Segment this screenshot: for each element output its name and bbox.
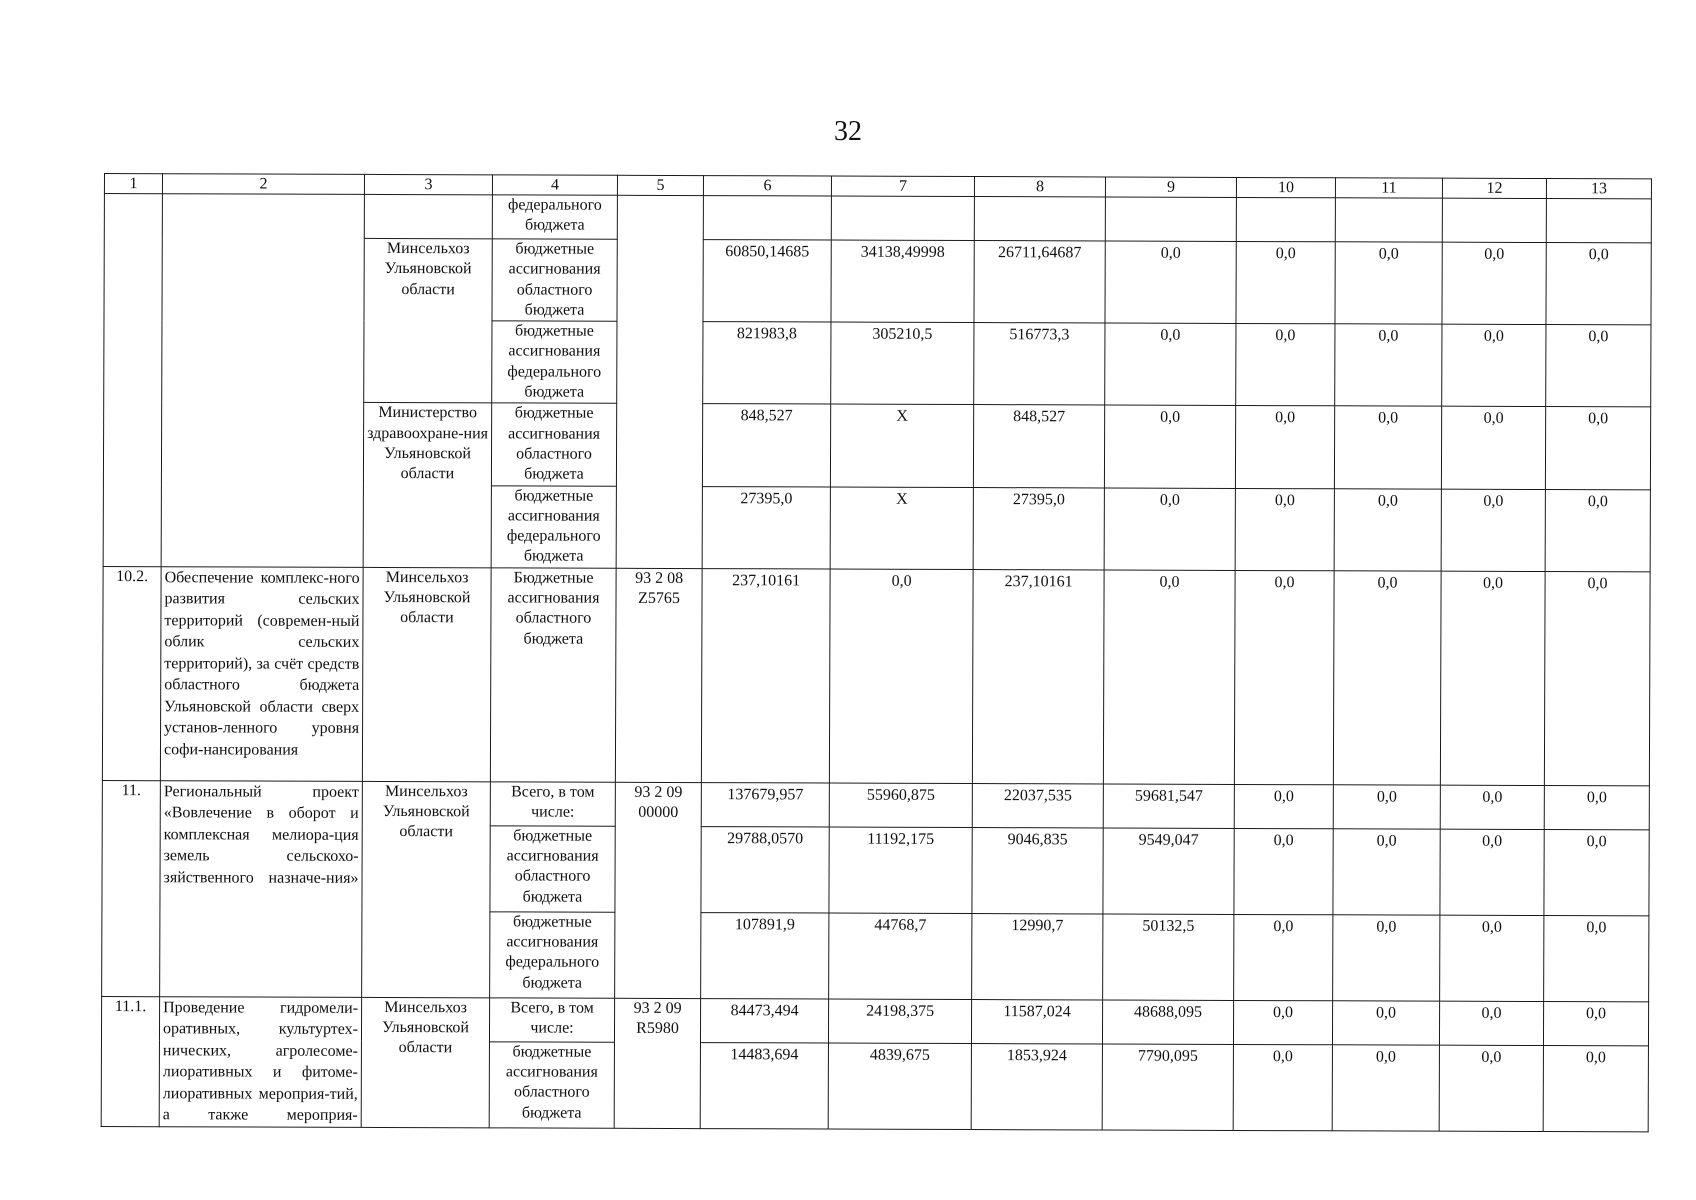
value-cell: 27395,0 — [702, 486, 830, 569]
budget-code-cell: 93 2 08 Z5765 — [615, 568, 702, 782]
value-cell: 0,0 — [1440, 915, 1544, 1001]
column-number: 2 — [162, 174, 364, 195]
value-cell: 0,0 — [1104, 405, 1235, 488]
value-cell: 55960,875 — [829, 783, 972, 827]
value-cell: 0,0 — [1333, 785, 1440, 829]
value-cell: 0,0 — [1234, 570, 1334, 784]
activity-name-cell: Проведение гидромели-оративных, культуртех-нических, агролесоме-лиоративных и фитоме-лиоративных мероприя-тий, а также мероприя- — [159, 996, 361, 1127]
value-cell: 0,0 — [1104, 488, 1235, 571]
funding-source-cell: бюджетные ассигнования областного бюджета — [492, 239, 617, 322]
funding-source-cell: Всего, в том числе: — [489, 998, 614, 1042]
value-cell: 0,0 — [1334, 406, 1441, 489]
value-cell — [703, 196, 831, 240]
value-cell: 0,0 — [1335, 242, 1442, 325]
value-cell: 0,0 — [1544, 829, 1649, 915]
value-cell: 0,0 — [1441, 489, 1545, 572]
funding-source-cell: Всего, в том числе: — [490, 782, 615, 826]
value-cell: 0,0 — [1234, 914, 1333, 1000]
column-number: 3 — [364, 174, 492, 194]
activity-name-cell: Обеспечение комплекс-ного развития сельских территорий (современ-ный облик сельских территорий), за счёт средств областного бюджета Ульяновской области сверх установ-ленного уровня софи-нансирования — [160, 566, 363, 781]
funding-source-cell: бюджетные ассигнования федерального бюджета — [491, 485, 616, 568]
value-cell: 9549,047 — [1103, 828, 1234, 914]
budget-code-cell — [616, 195, 703, 568]
funding-source-cell: бюджетные ассигнования федерального бюджета — [492, 321, 617, 404]
value-cell: 848,527 — [973, 405, 1104, 488]
value-cell: 848,527 — [702, 404, 830, 487]
value-cell: 0,0 — [1543, 1001, 1648, 1045]
value-cell: 26711,64687 — [974, 241, 1105, 324]
value-cell: 1853,924 — [971, 1043, 1102, 1129]
value-cell: 107891,9 — [701, 912, 829, 998]
value-cell: 0,0 — [1544, 785, 1649, 829]
value-cell: 0,0 — [829, 569, 973, 783]
funding-source-cell: бюджетные ассигнования федерального бюджета — [490, 912, 615, 998]
column-number: 1 — [104, 174, 162, 194]
value-cell: 0,0 — [1543, 1045, 1648, 1131]
value-cell: 0,0 — [1440, 785, 1544, 829]
executor-cell: Министерство здравоохране-ния Ульяновской области — [363, 403, 492, 568]
executor-cell — [364, 194, 492, 238]
column-number: 12 — [1442, 178, 1546, 198]
value-cell: 0,0 — [1332, 1045, 1439, 1131]
table-row — [102, 566, 1650, 785]
value-cell — [1335, 198, 1442, 242]
value-cell: 0,0 — [1233, 1044, 1332, 1130]
value-cell: 0,0 — [1335, 324, 1442, 407]
value-cell: 59681,547 — [1103, 784, 1234, 828]
value-cell: 29788,0570 — [701, 826, 829, 912]
value-cell: 9046,835 — [972, 827, 1103, 913]
column-number: 10 — [1236, 177, 1335, 197]
executor-cell: Минсельхоз Ульяновской области — [361, 997, 489, 1127]
budget-code-cell: 93 2 09 00000 — [615, 782, 702, 998]
value-cell: 0,0 — [1333, 571, 1441, 785]
executor-cell: Минсельхоз Ульяновской области — [362, 781, 491, 997]
value-cell: 60850,14685 — [703, 240, 831, 323]
value-cell: 0,0 — [1439, 1001, 1543, 1045]
value-cell: 0,0 — [1105, 323, 1236, 406]
value-cell: 0,0 — [1545, 489, 1650, 572]
value-cell: 44768,7 — [829, 913, 972, 999]
column-number: 7 — [831, 176, 974, 196]
value-cell: 0,0 — [1546, 243, 1651, 326]
executor-cell: Минсельхоз Ульяновской области — [364, 238, 493, 403]
value-cell: 24198,375 — [828, 999, 971, 1043]
table-row — [102, 780, 1649, 829]
column-number: 5 — [617, 175, 703, 195]
value-cell: 84473,494 — [700, 998, 828, 1042]
funding-source-cell: Бюджетные ассигнования областного бюджета — [490, 568, 616, 782]
activity-name-cell — [161, 194, 364, 567]
value-cell: 34138,49998 — [831, 240, 974, 323]
row-number-cell: 11. — [102, 780, 161, 996]
value-cell: 0,0 — [1544, 571, 1650, 785]
column-number: 13 — [1546, 179, 1651, 199]
funding-source-cell: федерального бюджета — [492, 195, 617, 239]
value-cell: 0,0 — [1544, 915, 1649, 1001]
funding-source-cell: бюджетные ассигнования областного бюджета — [490, 826, 615, 912]
column-number: 9 — [1105, 177, 1236, 197]
value-cell: 0,0 — [1442, 242, 1546, 325]
value-cell: 22037,535 — [972, 783, 1103, 827]
row-number-cell: 10.2. — [102, 566, 161, 780]
value-cell: 11192,175 — [829, 827, 972, 913]
value-cell — [1105, 197, 1236, 241]
value-cell: 0,0 — [1439, 1045, 1543, 1131]
value-cell: 0,0 — [1236, 324, 1335, 407]
column-number: 6 — [703, 176, 831, 196]
value-cell: 0,0 — [1235, 488, 1334, 571]
value-cell: 12990,7 — [972, 913, 1103, 999]
value-cell: 14483,694 — [700, 1042, 828, 1128]
value-cell: 0,0 — [1105, 241, 1236, 324]
value-cell: 0,0 — [1332, 1001, 1439, 1045]
value-cell: 0,0 — [1233, 1000, 1332, 1044]
funding-source-cell: бюджетные ассигнования областного бюджета — [489, 1042, 614, 1128]
activity-name-cell: Региональный проект «Вовлечение в оборот и комплексная мелиора-ция земель сельскохо-зяйственного назначе-ния» — [160, 780, 363, 997]
funding-source-cell: бюджетные ассигнования областного бюджета — [491, 403, 616, 486]
value-cell: 27395,0 — [973, 487, 1104, 570]
value-cell: 0,0 — [1234, 828, 1333, 914]
table-row — [104, 194, 1651, 243]
budget-code-cell: 93 2 09 R5980 — [614, 998, 700, 1128]
value-cell: 0,0 — [1440, 571, 1545, 785]
column-number: 11 — [1335, 178, 1442, 198]
value-cell: 0,0 — [1333, 829, 1440, 915]
value-cell — [831, 196, 974, 240]
column-number: 8 — [974, 177, 1105, 197]
value-cell: 4839,675 — [828, 1043, 971, 1129]
value-cell: X — [830, 404, 973, 487]
page-number: 32 — [834, 116, 862, 147]
value-cell — [1236, 197, 1335, 241]
value-cell — [1442, 198, 1546, 242]
value-cell: 0,0 — [1235, 406, 1334, 489]
value-cell: 0,0 — [1441, 407, 1545, 490]
table-row — [101, 996, 1648, 1045]
value-cell: 0,0 — [1440, 829, 1544, 915]
value-cell — [974, 197, 1105, 241]
row-number-cell — [103, 194, 162, 567]
value-cell: 237,10161 — [972, 569, 1104, 783]
value-cell: 0,0 — [1546, 325, 1651, 408]
budget-table — [101, 173, 1652, 1132]
value-cell: 11587,024 — [971, 999, 1102, 1043]
value-cell: 0,0 — [1333, 915, 1440, 1001]
value-cell: 821983,8 — [703, 322, 831, 405]
value-cell: 516773,3 — [974, 323, 1105, 406]
column-number: 4 — [492, 175, 617, 195]
value-cell — [1546, 199, 1651, 243]
value-cell: 0,0 — [1236, 241, 1335, 324]
value-cell: 48688,095 — [1102, 1000, 1233, 1044]
value-cell: 50132,5 — [1103, 914, 1234, 1000]
value-cell: 0,0 — [1103, 570, 1235, 784]
value-cell: X — [830, 487, 973, 570]
value-cell: 0,0 — [1442, 324, 1546, 407]
value-cell: 305210,5 — [831, 322, 974, 405]
value-cell: 7790,095 — [1102, 1044, 1233, 1130]
value-cell: 0,0 — [1234, 784, 1333, 828]
value-cell: 237,10161 — [701, 568, 830, 782]
value-cell: 137679,957 — [701, 782, 829, 826]
value-cell: 0,0 — [1334, 488, 1441, 571]
row-number-cell: 11.1. — [101, 996, 159, 1126]
value-cell: 0,0 — [1545, 407, 1650, 490]
executor-cell: Минсельхоз Ульяновской области — [362, 567, 491, 781]
